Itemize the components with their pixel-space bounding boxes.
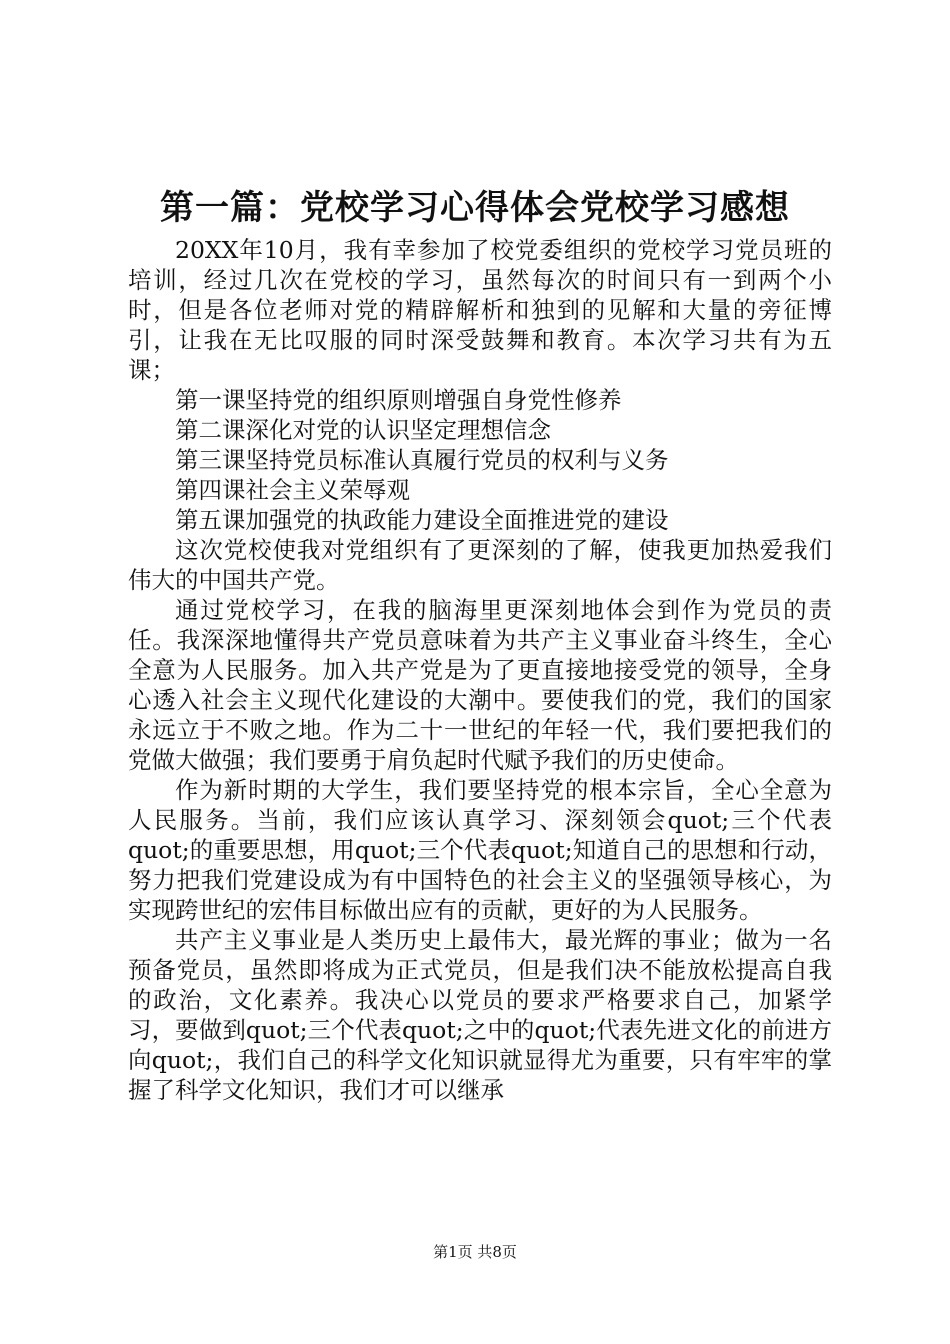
lesson-item-5: 第五课加强党的执政能力建设全面推进党的建设 — [175, 506, 669, 534]
paragraph-intro: 20XX年10月，我有幸参加了校党委组织的党校学习党员班的培训，经过几次在党校的学习，虽然每次的时间只有一到两个小时，但是各位老师对党的精辟解析和独到的见解和大量的旁征博引，让我在无比叹服的同时深受鼓舞和教育。本次学习共有为五课； — [128, 236, 832, 384]
paragraph-understanding: 这次党校使我对党组织有了更深刻的了解，使我更加热爱我们伟大的中国共产党。 — [128, 536, 832, 594]
document-title: 第一篇：党校学习心得体会党校学习感想 — [160, 188, 790, 228]
paragraph-commitment: 共产主义事业是人类历史上最伟大，最光辉的事业；做为一名预备党员，虽然即将成为正式党员，但是我们决不能放松提高自我的政治，文化素养。我决心以党员的要求严格要求自己，加紧学习，要做到quot;三个代表quot;之中的quot;代表先进文化的前进方向quot;，我们自己的科学文化知识就显得尤为重要，只有牢牢的掌握了科学文化知识，我们才可以继承 — [128, 926, 832, 1104]
document-body — [128, 235, 832, 1105]
paragraph-student-role: 作为新时期的大学生，我们要坚持党的根本宗旨，全心全意为人民服务。当前，我们应该认真学习、深刻领会quot;三个代表quot;的重要思想，用quot;三个代表quot;知道自己的思想和行动，努力把我们党建设成为有中国特色的社会主义的坚强领导核心，为实现跨世纪的宏伟目标做出应有的贡献，更好的为人民服务。 — [128, 776, 832, 924]
page-footer: 第1页 共8页 — [433, 1243, 517, 1261]
lesson-item-2: 第二课深化对党的认识坚定理想信念 — [175, 416, 551, 444]
paragraph-responsibility: 通过党校学习，在我的脑海里更深刻地体会到作为党员的责任。我深深地懂得共产党员意味着为共产主义事业奋斗终生，全心全意为人民服务。加入共产党是为了更直接地接受党的领导，全身心透入社会主义现代化建设的大潮中。要使我们的党，我们的国家永远立于不败之地。作为二十一世纪的年轻一代，我们要把我们的党做大做强；我们要勇于肩负起时代赋予我们的历史使命。 — [128, 596, 832, 774]
lesson-item-1: 第一课坚持党的组织原则增强自身党性修养 — [175, 386, 622, 414]
lesson-item-3: 第三课坚持党员标准认真履行党员的权利与义务 — [175, 446, 669, 474]
lesson-item-4: 第四课社会主义荣辱观 — [175, 476, 410, 504]
